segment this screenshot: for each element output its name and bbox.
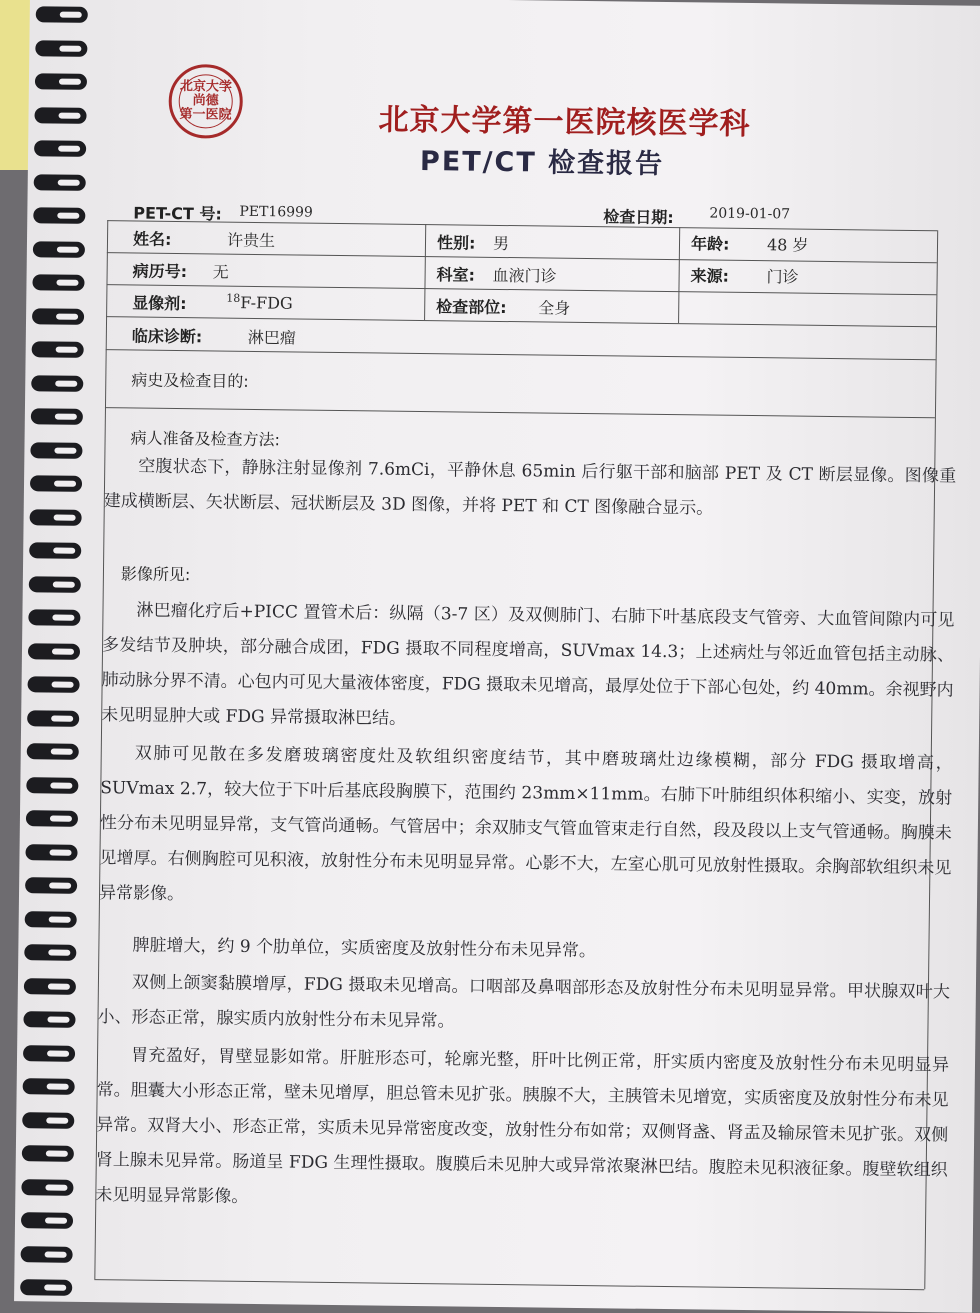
binding-ring [34,107,86,124]
rule-line [94,1279,924,1290]
binding-ring [22,1112,74,1129]
binding-ring [33,241,85,258]
binding-ring [29,576,81,593]
gender-label: 性别: [436,233,476,253]
spiral-binding [14,0,90,1302]
binding-ring [30,442,82,459]
binding-ring [31,375,83,392]
exam-site-value: 全身 [538,298,571,318]
diagnosis-label: 临床诊断: [131,326,203,347]
binding-ring [21,1212,73,1229]
finding-paragraph: 双肺可见散在多发磨玻璃密度灶及软组织密度结节，其中磨玻璃灶边缘模糊，部分 FDG 摄取增高，SUVmax 2.7，较大位于下叶后基底段胸膜下，范围约 23mm×11mm。右肺下叶肺组织体积缩小、实变，放射性分布未见明显异常，支气管尚通畅。气管居中；余双肺支气管血管束走行自然，段及段以上支气管通畅。胸膜未见增厚。右侧胸腔可见积液，放射性分布未见明显异常。心影不大，左室心肌可见放射性摄取。余胸部软组织未见异常影像。 [98,743,953,905]
binding-ring [34,140,86,157]
petct-number-value: PET16999 [239,203,313,221]
column-divider [678,227,680,323]
binding-ring [23,1045,75,1062]
rule-line [106,316,936,327]
tracer-label: 显像剂: [132,293,187,314]
binding-ring [36,6,88,23]
seal-text: 北京大学 尚德 第一医院 [179,79,232,123]
tracer-value [226,292,293,313]
binding-ring [25,911,77,928]
binding-ring [30,509,82,526]
binding-ring [21,1179,73,1196]
binding-ring [23,1078,75,1095]
department-value: 血液门诊 [492,265,557,286]
method-text: 空腹状态下，静脉注射显像剂 7.6mCi，平静休息 65min 后行躯干部和脑部 PET 及 CT 断层显像。图像重建成横断层、矢状断层、冠状断层及 3D 图像，并将 PET 和 CT 图像融合显示。 [103,456,957,519]
binding-ring [34,174,86,191]
source-label: 来源: [690,266,730,286]
rule-line [106,349,936,360]
exam-date-label: 检查日期: [603,207,674,228]
history-label: 病史及检查目的: [131,370,249,391]
tracer-compound: F-FDG [240,293,293,313]
binding-ring [26,810,78,827]
name-value: 许贵生 [226,230,276,251]
tracer-isotope: 18 [226,291,241,305]
binding-ring [22,1145,74,1162]
binding-ring [25,877,77,894]
binding-ring [27,743,79,760]
name-label: 姓名: [132,229,172,249]
age-value: 48 岁 [766,235,809,255]
binding-ring [23,1011,75,1028]
exam-site-label: 检查部位: [436,297,507,318]
binding-ring [26,777,78,794]
binding-ring [32,274,84,291]
finding-paragraph: 胃充盈好，胃壁显影如常。肝脏形态可，轮廓光整，肝叶比例正常，肝实质内密度及放射性分布未见明显异常。胆囊大小形态正常，壁未见增厚，胆总管未见扩张。胰腺不大，主胰管未见增宽，实质密度及放射性分布未见异常。双肾大小、形态正常，实质未见异常密度改变，放射性分布如常；双侧肾盏、肾盂及输尿管未见扩张。双侧肾上腺未见异常。肠道呈 FDG 生理性摄取。腹膜后未见肿大或异常浓聚淋巴结。腹腔未见积液征象。腹壁软组织未见明显异常影像。 [95,1045,950,1207]
department-label: 科室: [436,265,476,285]
binding-ring [21,1246,73,1263]
rule-line [105,407,935,418]
column-divider [424,224,426,320]
finding-paragraph: 脾脏增大，约 9 个肋单位，实质密度及放射性分布未见异常。 [132,935,597,962]
binding-ring [30,475,82,492]
binding-ring [31,408,83,425]
finding-paragraph: 双侧上颌窦黏膜增厚，FDG 摄取未见增高。口咽部及鼻咽部形态及放射性分布未见明显异常。甲状腺双叶大小、形态正常，腺实质内放射性分布未见异常。 [97,972,951,1032]
binding-ring [32,308,84,325]
binding-ring [24,944,76,961]
binding-ring [28,643,80,660]
exam-date-value: 2019-01-07 [709,205,791,223]
source-value: 门诊 [766,267,799,287]
prep-method-label: 病人准备及检查方法: [130,428,281,450]
diagnosis-value: 淋巴瘤 [247,327,296,348]
binding-ring [35,73,87,90]
findings-label: 影像所见: [120,564,191,585]
binding-ring [28,609,80,626]
finding-paragraph: 淋巴瘤化疗后+PICC 置管术后：纵隔（3-7 区）及双侧肺门、右肺下叶基底段支气管旁、大血管间隙内可见多发结节及肿块，部分融合成团，FDG 摄取不同程度增高，SUVmax 14.3；上述病灶与邻近血管包括主动脉、肺动脉分界不清。心包内可见大量液体密度，FDG 摄取未见增高，最厚处位于下部心包处，约 40mm。余视野内未见明显肿大或 FDG 异常摄取淋巴结。 [101,600,955,729]
hospital-name: 北京大学第一医院核医学科 [378,102,751,143]
sticky-note [0,0,30,170]
binding-ring [35,40,87,57]
age-label: 年龄: [690,234,730,254]
rule-line [107,252,937,263]
binding-ring [25,844,77,861]
binding-ring [20,1279,72,1296]
gender-value: 男 [492,233,510,254]
report-page [14,0,980,1313]
binding-ring [33,207,85,224]
hospital-seal-icon [168,64,243,139]
petct-number-label: PET-CT 号: [133,203,222,224]
binding-ring [27,676,79,693]
record-number-value: 无 [212,262,229,282]
binding-ring [29,542,81,559]
binding-ring [24,978,76,995]
binding-ring [32,341,84,358]
report-title: PET/CT 检查报告 [419,145,665,180]
binding-ring [27,710,79,727]
record-number-label: 病历号: [132,261,188,282]
